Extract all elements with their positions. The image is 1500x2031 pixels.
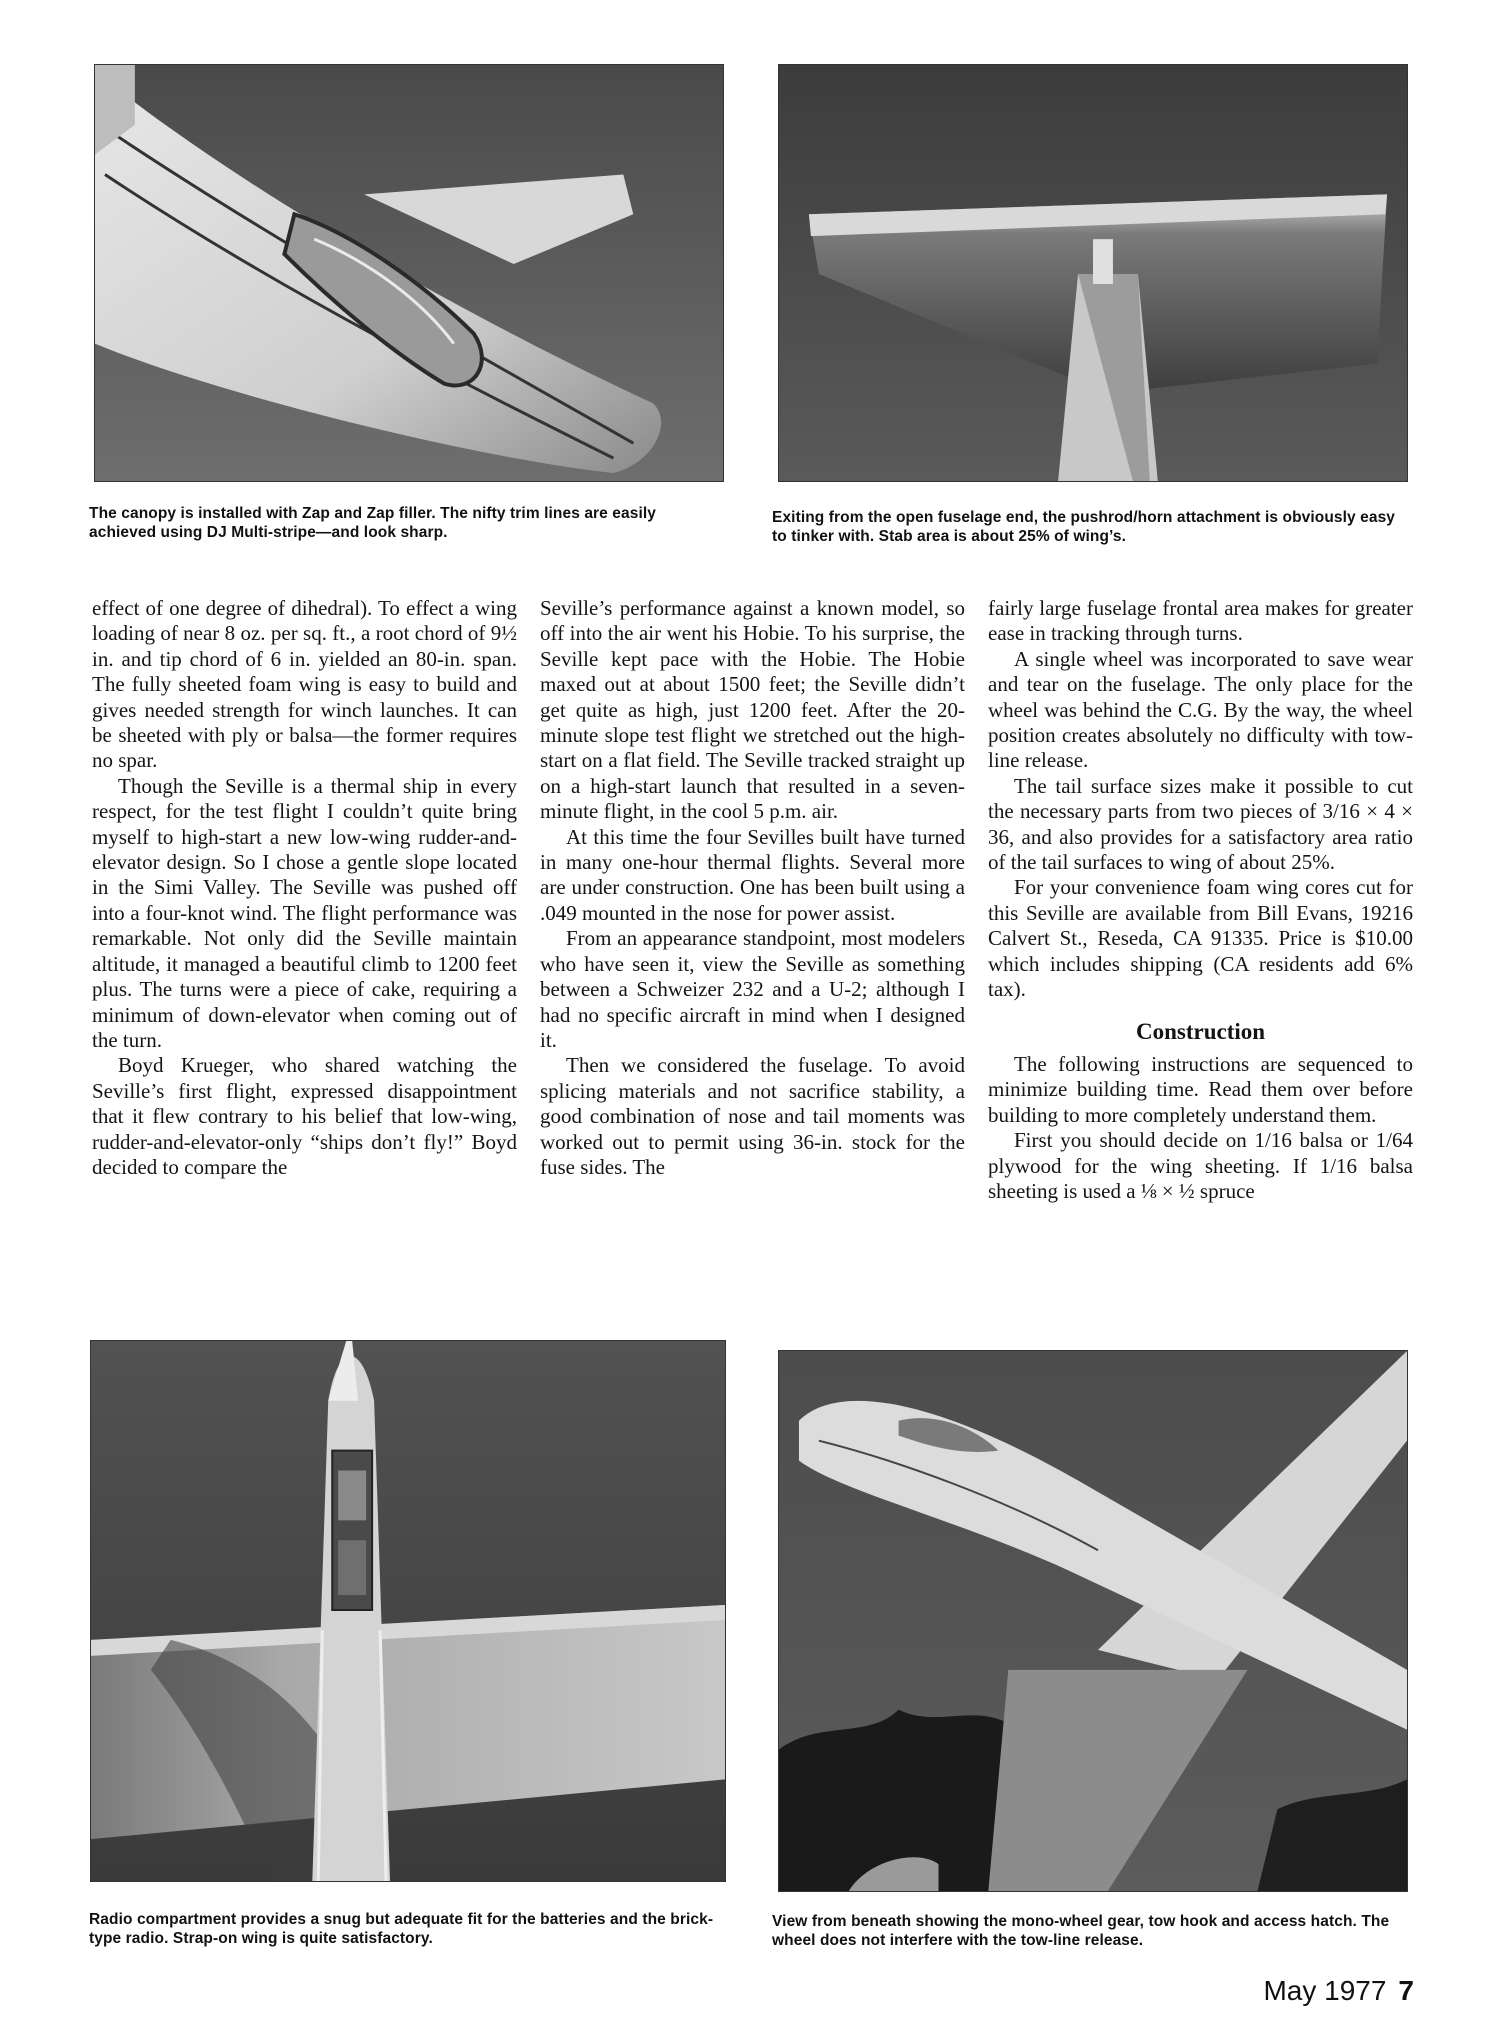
paragraph: The tail surface sizes make it possible to cut the necessary parts from two pieces of 3/16 × 4 × 36, and also provides for a satisfactory area ratio of the tail surfaces to wing of about 25%. <box>988 773 1413 875</box>
paragraph: effect of one degree of dihedral). To effect a wing loading of near 8 oz. per sq. ft., a root chord of 9½ in. and tip chord of 6 in. yielded an 80-in. span. The fully sheeted foam wing is easy to build and gives needed strength for winch launches. It can be sheeted with ply or balsa—the former requires no spar. <box>92 596 517 773</box>
article-column-3 <box>988 596 1413 1204</box>
paragraph: A single wheel was incorporated to save wear and tear on the fuselage. The only place for the wheel was behind the C.G. By the way, the wheel position creates absolutely no difficulty with tow-line release. <box>988 646 1413 773</box>
paragraph: Though the Seville is a thermal ship in every respect, for the test flight I couldn’t quite bring myself to high-start a new low-wing rudder-and-elevator design. So I chose a gentle slope located in the Simi Valley. The Seville was pushed off into a four-knot wind. The flight performance was remarkable. Not only did the Seville maintain altitude, it managed a beautiful climb to 1200 feet plus. The turns were a piece of cake, requiring a minimum of down-elevator when coming out of the turn. <box>92 773 517 1052</box>
paragraph: From an appearance standpoint, most modelers who have seen it, view the Seville as something between a Schweizer 232 and a U-2; although I had no specific aircraft in mind when I designed it. <box>540 926 965 1052</box>
photo-stabilizer <box>778 64 1408 482</box>
photo-canopy-image <box>95 65 723 481</box>
article-column-1 <box>92 596 517 1180</box>
paragraph: fairly large fuselage frontal area makes for greater ease in tracking through turns. <box>988 596 1413 646</box>
paragraph: Then we considered the fuselage. To avoid splicing materials and not sacrifice stability, a good combination of nose and tail moments was worked out to permit using 36-in. stock for the fuse sides. The <box>540 1053 965 1179</box>
photo-underside-image <box>779 1351 1407 1891</box>
paragraph: First you should decide on 1/16 balsa or 1/64 plywood for the wing sheeting. If 1/16 balsa sheeting is used a ⅛ × ½ spruce <box>988 1128 1413 1203</box>
photo-radio-compartment-image <box>91 1341 725 1881</box>
page-number: 7 <box>1398 1975 1414 2006</box>
paragraph: For your convenience foam wing cores cut for this Seville are available from Bill Evans, 19216 Calvert St., Reseda, CA 91335. Price is $10.00 which includes shipping (CA residents add 6% tax). <box>988 875 1413 1002</box>
photo-underside <box>778 1350 1408 1892</box>
photo-radio-compartment <box>90 1340 726 1882</box>
article-column-2 <box>540 596 965 1180</box>
paragraph: The following instructions are sequenced to minimize building time. Read them over before building to more completely understand them. <box>988 1051 1413 1127</box>
photo-stabilizer-image <box>779 65 1407 481</box>
page-footer <box>1263 1975 1414 2007</box>
caption-radio-compartment: Radio compartment provides a snug but adequate fit for the batteries and the brick-type radio. Strap-on wing is quite satisfactory. <box>89 1911 714 1947</box>
caption-stabilizer: Exiting from the open fuselage end, the pushrod/horn attachment is obviously easy to tinker with. Stab area is about 25% of wing’s. <box>772 509 1396 545</box>
caption-underside: View from beneath showing the mono-wheel gear, tow hook and access hatch. The wheel does not interfere with the tow-line release. <box>772 1913 1390 1949</box>
paragraph: Seville’s performance against a known model, so off into the air went his Hobie. To his surprise, the Seville kept pace with the Hobie. The Hobie maxed out at about 1500 feet; the Seville didn’t get quite as high, just 1200 feet. After the 20-minute slope test flight we stretched out the high-start on a flat field. The Seville tracked straight up on a high-start launch that resulted in a seven-minute flight, in the cool 5 p.m. air. <box>540 596 965 824</box>
paragraph: At this time the four Sevilles built have turned in many one-hour thermal flights. Several more are under construction. One has been built using a .049 mounted in the nose for power assist. <box>540 824 965 925</box>
issue-date: May 1977 <box>1263 1975 1387 2006</box>
photo-canopy <box>94 64 724 482</box>
caption-canopy: The canopy is installed with Zap and Zap filler. The nifty trim lines are easily achieved using DJ Multi-stripe—and look sharp. <box>89 505 657 541</box>
paragraph: Boyd Krueger, who shared watching the Seville’s first flight, expressed disappointment that it flew contrary to his belief that low-wing, rudder-and-elevator-only “ships don’t fly!” Boyd decided to compare the <box>92 1053 517 1179</box>
section-heading-construction: Construction <box>1135 1018 1266 1044</box>
